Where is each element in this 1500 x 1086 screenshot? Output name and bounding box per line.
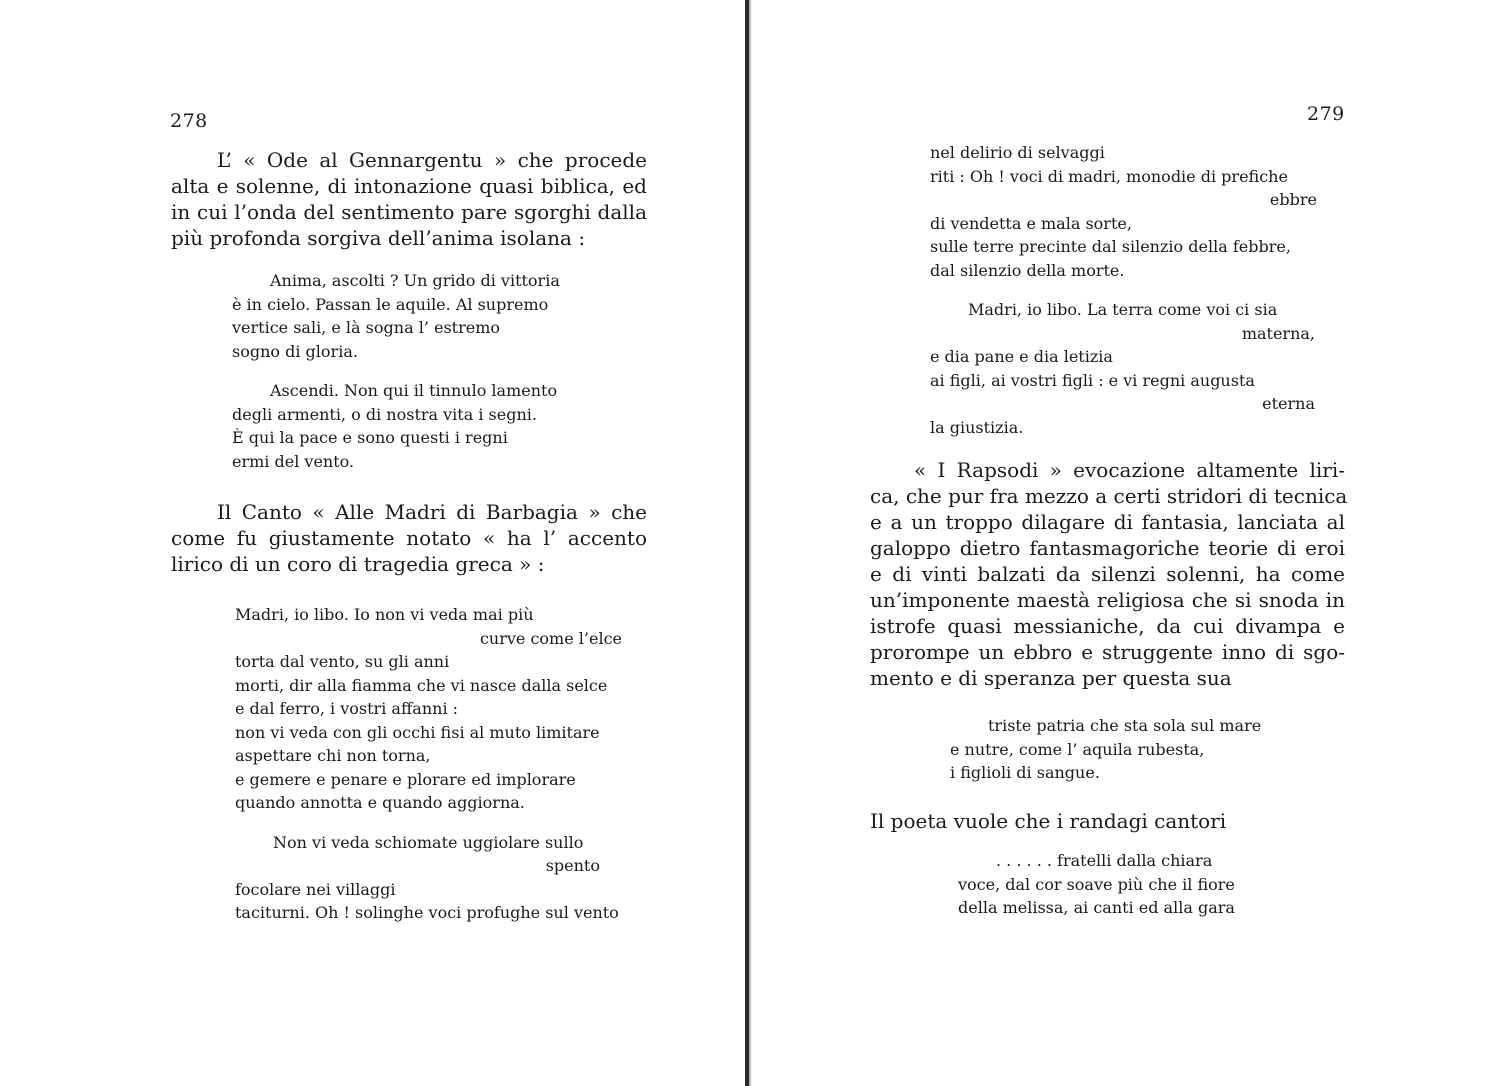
verse-line: . . . . . . fratelli dalla chiara [996,851,1213,870]
verse-line: e dal ferro, i vostri affanni : [235,699,459,718]
right-page [752,0,1500,1086]
verse-line: torta dal vento, su gli anni [235,652,450,671]
text-line: in cui l’onda del sentimento pare sgorghi dalla [171,200,647,224]
verse-line: spento [545,856,600,875]
verse-line: morti, dir alla fiamma che vi nasce dalla selce [235,675,608,695]
verse-line: Madri, io libo. Io non vi veda mai più [235,605,534,624]
paragraph-ode [171,147,647,251]
verse-line: ai figli, ai vostri figli : e vi regni augusta [930,370,1255,390]
verse-ode [232,269,652,473]
verse-line: Madri, io libo. La terra come voi ci sia [968,300,1278,319]
verse-line: triste patria che sta sola sul mare [988,716,1262,735]
left-page [0,0,745,1086]
page-number: 279 [1307,103,1345,125]
text-line: Il poeta vuole che i randagi cantori [870,809,1227,833]
verse-line: ebbre [1269,190,1317,209]
verse-line: e gemere e penare e plorare ed implorare [235,769,576,789]
verse-line: sulle terre precinte dal silenzio della febbre, [930,237,1291,256]
verse-line: e nutre, come l’ aquila rubesta, [950,739,1205,759]
verse-line: dal silenzio della morte. [930,260,1125,280]
verse-line: curve come l’elce [479,628,622,648]
text-line: prorompe un ebbro e struggente inno di sgo- [870,640,1345,664]
text-line: e di vinti balzati da silenzi solenni, ha come [870,562,1345,586]
verse-line: riti : Oh ! voci di madri, monodie di prefiche [930,166,1288,186]
verse-line: non vi veda con gli occhi fisi al muto limitare [235,722,600,742]
paragraph-madri [171,499,647,577]
verse-line: voce, dal cor soave più che il fiore [958,874,1235,894]
text-line: alta e solenne, di intonazione quasi biblica, ed [171,174,647,198]
verse-line: eterna [1262,394,1315,413]
text-line: lirico di un coro di tragedia greca » : [171,552,545,576]
verse-line: aspettare chi non torna, [235,746,431,765]
page-number: 278 [170,110,208,132]
verse-madri-continued [930,141,1345,439]
verse-line: degli armenti, o di nostra vita i segni. [232,404,537,424]
verse-line: è in cielo. Passan le aquile. Al supremo [232,294,549,314]
verse-line: la giustizia. [930,417,1024,437]
text-line: più profonda sorgiva dell’anima isolana : [171,226,586,250]
verse-line: vertice sali, e là sogna l’ estremo [232,318,501,337]
text-line: « I Rapsodi » evocazione altamente liri- [914,458,1345,482]
text-line: Il Canto « Alle Madri di Barbagia » che [217,500,647,524]
text-line: istrofe quasi messianiche, da cui divampa e [870,614,1345,638]
verse-madri [235,603,650,925]
verse-line: Non vi veda schiomate uggiolare sullo [273,832,584,852]
verse-line: focolare nei villaggi [235,879,396,899]
verse-line: i figlioli di sangue. [950,763,1100,782]
verse-line: della melissa, ai canti ed alla gara [958,898,1235,917]
verse-line: nel delirio di selvaggi [930,143,1105,162]
verse-rapsodi [950,714,1350,785]
verse-cantori [958,849,1358,920]
text-line: ca, che pur fra mezzo a certi stridori di tecnica [870,484,1348,508]
paragraph-poeta [870,808,1345,834]
verse-line: Ascendi. Non qui il tinnulo lamento [270,381,558,400]
verse-line: di vendetta e mala sorte, [930,213,1132,233]
text-line: un’imponente maestà religiosa che si snoda in [870,588,1345,612]
verse-line: sogno di gloria. [232,341,358,361]
paragraph-rapsodi [870,457,1348,691]
verse-line: taciturni. Oh ! solinghe voci profughe sul vento [235,903,619,922]
text-line: galoppo dietro fantasmagoriche teorie di eroi [870,536,1345,560]
text-line: mento e di speranza per questa sua [870,666,1232,690]
text-line: come fu giustamente notato « ha l’ accento [171,526,647,550]
verse-line: quando annotta e quando aggiorna. [235,793,525,812]
verse-line: materna, [1241,323,1315,343]
verse-line: ermi del vento. [232,451,355,471]
text-line: L’ « Ode al Gennargentu » che procede [217,148,647,172]
verse-line: È qui la pace e sono questi i regni [232,428,508,447]
verse-line: Anima, ascolti ? Un grido di vittoria [270,271,560,290]
verse-line: e dia pane e dia letizia [930,347,1113,366]
text-line: e a un troppo dilagare di fantasia, lanciata al [870,510,1345,534]
